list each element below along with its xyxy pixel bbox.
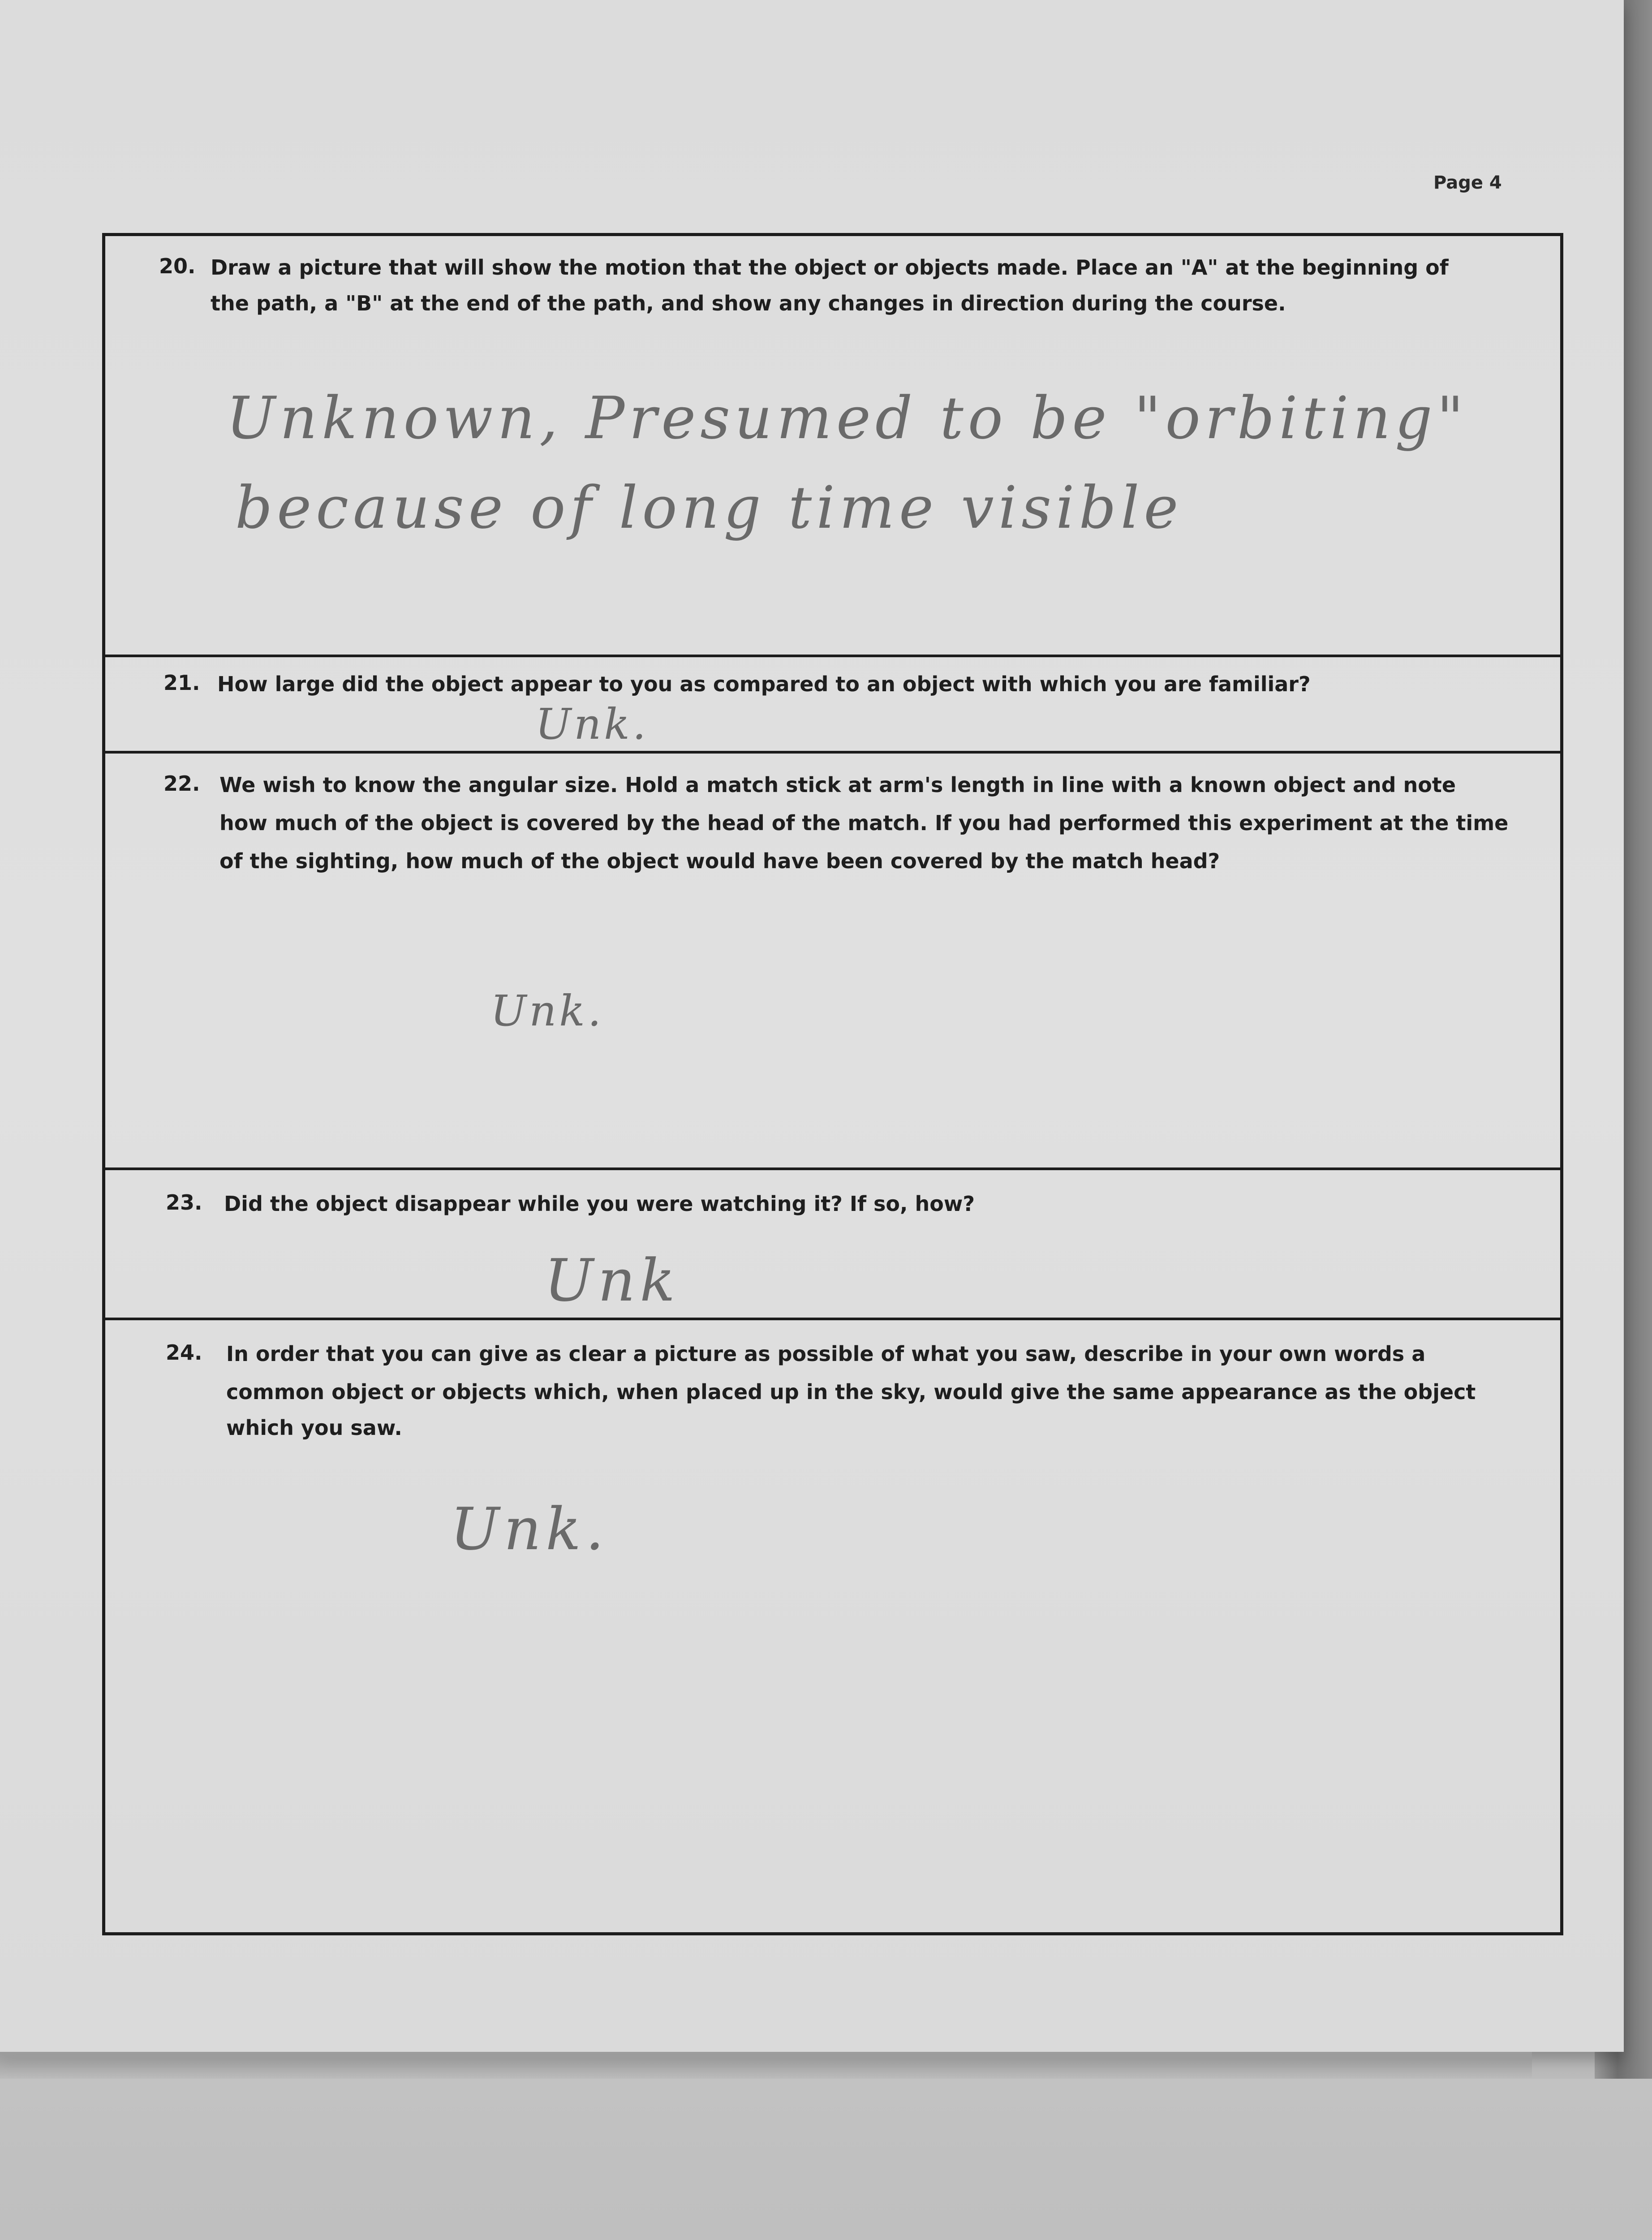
question-text-line: of the sighting, how much of the object would have been covered by the match head? [219,849,1220,873]
handwritten-answer: Unk. [490,986,604,1036]
handwritten-answer: Unk [544,1246,680,1314]
question-number: 20. [159,254,196,278]
question-number: 24. [166,1340,202,1365]
question-text-line: Did the object disappear while you were watching it? If so, how? [224,1192,975,1216]
page-number: Page 4 [1433,172,1502,193]
question-text-line: How large did the object appear to you as compared to an object with which you are familiar? [217,672,1311,696]
question-24-section [105,1320,1560,1938]
question-text-line: In order that you can give as clear a picture as possible of what you saw, describe in your own words a [226,1342,1426,1366]
scan-background [0,2079,1652,2240]
question-text-line: common object or objects which, when placed up in the sky, would give the same appearance as the object [226,1380,1476,1404]
question-text-line: how much of the object is covered by the head of the match. If you had performed this experiment at the time [219,811,1509,835]
question-23-section [105,1170,1560,1320]
question-number: 21. [163,671,200,695]
question-22-section [105,754,1560,1170]
question-number: 22. [163,771,200,796]
question-text-line: the path, a "B" at the end of the path, and show any changes in direction during the course. [211,291,1286,315]
questionnaire-form [102,233,1563,1935]
handwritten-answer: Unknown, Presumed to be "orbiting" [226,384,1468,452]
question-21-section [105,657,1560,754]
handwritten-answer: Unk. [535,700,649,749]
question-text-line: Draw a picture that will show the motion that the object or objects made. Place an "A" at the beginning of [211,255,1449,280]
handwritten-answer: because of long time visible [235,474,1183,542]
question-text-line: We wish to know the angular size. Hold a match stick at arm's length in line with a known object and note [219,773,1456,797]
sheet-bottom-shadow [0,2052,1532,2079]
question-20-section [105,236,1560,657]
question-text-line: which you saw. [226,1416,402,1440]
handwritten-answer: Unk. [450,1495,609,1563]
question-number: 23. [166,1190,202,1215]
